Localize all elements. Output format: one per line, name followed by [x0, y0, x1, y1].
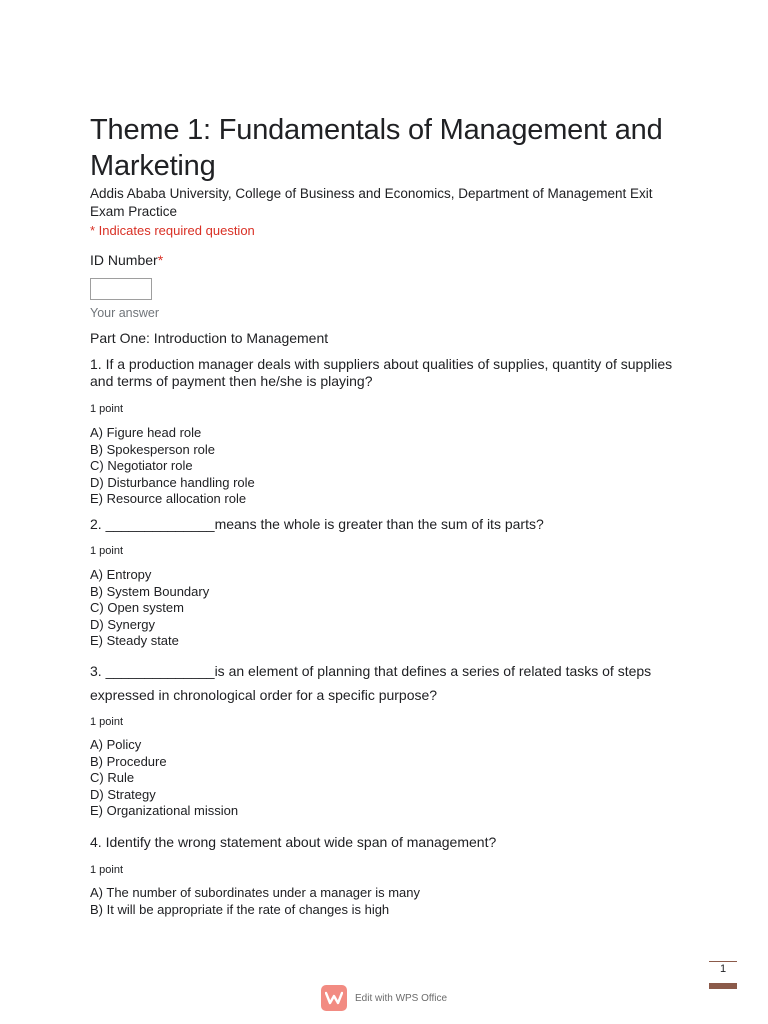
question-4-text: 4. Identify the wrong statement about wide span of management?	[90, 834, 497, 850]
id-number-label	[90, 252, 163, 268]
option-item: A) Figure head role	[90, 425, 202, 440]
page-number: 1	[719, 963, 727, 975]
id-number-label-text: ID Number	[90, 252, 158, 268]
form-description: Addis Ababa University, College of Business and Economics, Department of Management Exit Exam Practice	[90, 186, 653, 219]
option-item: B) It will be appropriate if the rate of changes is high	[90, 901, 390, 917]
question-3-text: 3. ______________is an element of planning that defines a series of related tasks of steps expressed in chronological order for a specific purpose?	[90, 663, 652, 703]
page-number-rule	[709, 961, 737, 962]
option-item: D) Disturbance handling role	[90, 474, 255, 490]
option-item: D) Strategy	[90, 786, 156, 802]
option-item: B) System Boundary	[90, 583, 210, 599]
option-item: C) Rule	[90, 770, 135, 786]
question-4-points: 1 point	[90, 864, 124, 876]
option-item: A) The number of subordinates under a manager is many	[90, 885, 420, 900]
page-number-bar	[709, 983, 737, 989]
option-item: A) Entropy	[90, 567, 152, 582]
wps-logo-icon	[321, 985, 347, 1011]
required-note: * Indicates required question	[90, 223, 255, 238]
wps-edit-banner[interactable]	[321, 985, 447, 1011]
question-2-points: 1 point	[90, 545, 124, 557]
option-item: B) Procedure	[90, 753, 167, 769]
section-title: Part One: Introduction to Management	[90, 330, 329, 346]
question-4-options	[90, 885, 420, 918]
option-item: C) Negotiator role	[90, 458, 193, 474]
option-item: D) Synergy	[90, 616, 156, 632]
required-star: *	[157, 252, 164, 268]
question-1-text: 1. If a production manager deals with suppliers about qualities of supplies, quantity of supplies and terms of payment then he/she is playing?	[90, 356, 673, 389]
option-item: C) Open system	[90, 600, 184, 616]
option-item: E) Resource allocation role	[90, 491, 247, 507]
question-1-points: 1 point	[90, 403, 124, 415]
question-2-text: 2. ______________means the whole is greater than the sum of its parts?	[90, 516, 544, 532]
your-answer-hint: Your answer	[90, 306, 160, 320]
option-item: B) Spokesperson role	[90, 441, 216, 457]
question-3-points: 1 point	[90, 716, 124, 728]
page-title: Theme 1: Fundamentals of Management and Marketing	[90, 114, 663, 182]
option-item: E) Steady state	[90, 633, 179, 649]
question-1-options	[90, 425, 255, 508]
id-number-input[interactable]	[90, 278, 152, 300]
question-3-options	[90, 737, 238, 820]
option-item: E) Organizational mission	[90, 803, 239, 819]
option-item: A) Policy	[90, 737, 142, 752]
question-2-options	[90, 567, 209, 650]
wps-edit-label: Edit with WPS Office	[355, 992, 448, 1004]
